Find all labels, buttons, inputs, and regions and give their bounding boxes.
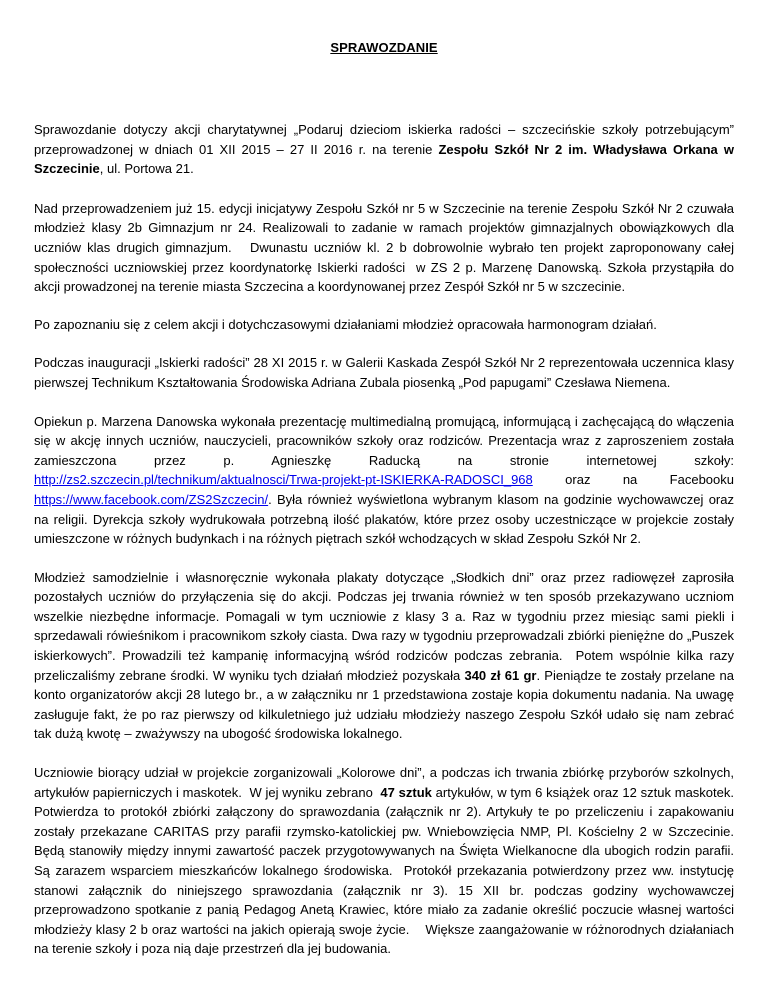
paragraph-fundraising bbox=[34, 568, 734, 744]
school-website-link[interactable]: http://zs2.szczecin.pl/technikum/aktualnosci/Trwa-projekt-pt-ISKIERKA-RADOSCI_968 bbox=[34, 472, 533, 488]
presentation-text-3: . Była również wyświetlona wybranym klasom na godzinie wychowawczej oraz na religii. Dyrekcja szkoły wydrukowała potrzebną ilość plakatów, które przez osoby uczestniczące w projekcie zostały umieszczone w różnych budynkach i na różnych piętrach szkół wchodzących w skład Zespołu Szkół Nr 2. bbox=[34, 491, 734, 547]
collection-text-2: artykułów, w tym 6 książek oraz 12 sztuk maskotek. Potwierdza to protokół zbiórki załączony do sprawozdania (załącznik nr 2). Artykuły te po przeliczeniu i zapakowaniu zostały przekazane CARITAS przy parafii rzymsko-katolickiej pw. Wniebowzięcia NMP, Pl. Kościelny 2 w Szczecinie. Będą stanowiły między innymi zawartość paczek przygotowywanych na Święta Wielkanocne dla ubogich rodzin parafii. Są zarazem wsparciem mieszkańców lokalnego środowiska. Protokół przekazania potwierdzony przez ww. instytucję stanowi załącznik do niniejszego sprawozdania (załącznik nr 3). 15 XII br. podczas godziny wychowawczej przeprowadzono spotkanie z panią Pedagog Anetą Krawiec, które miało za zadanie określić poczucie własnej wartości młodzieży klasy 2 b oraz wartości na jakich opierają swoje życie. Większe zaangażowanie w różnorodnych działaniach na terenie szkoły i poza nią daje przestrzeń dla jej budowania. bbox=[34, 784, 734, 957]
fundraising-text-2: . Pieniądze te zostały przelane na konto organizatorów akcji 28 lutego br., a w załączniku nr 1 przedstawiona zostaje kopia dokumentu nadania. Na uwagę zasługuje fakt, że po raz pierwszy od kilkuletniego już udziału młodzieży naszego Zespołu Szkół udało się nam zebrać tak dużą kwotę – zważywszy na ubogość środowiska lokalnego. bbox=[34, 667, 734, 742]
fundraising-text: Młodzież samodzielnie i własnoręcznie wykonała plakaty dotyczące „Słodkich dni” oraz przez radiowęzeł zaprosiła pozostałych uczniów do przyłączenia się do akcji. Podczas jej trwania również w ten sposób przekazywano uczniom wszelkie niezbędne informacje. Pomagali w tym uczniowie z klasy 3 a. Raz w tygodniu przez miesiąc sami piekli i sprzedawali rówieśnikom i pracownikom szkoły ciasta. Dwa razy w tygodniu przeprowadzali zbiórki pieniężne do „Puszek iskierkowych”. Prowadzili też kampanię informacyjną wśród rodziców podczas zebrania. Potem wspólnie kilka razy przeliczaliśmy zebrane środki. W wyniku tych działań młodzież pozyskała bbox=[34, 569, 734, 683]
intro-text: Sprawozdanie dotyczy akcji charytatywnej „Podaruj dzieciom iskierka radości – szczecińskie szkoły potrzebującym” przeprowadzonej w dniach 01 XII 2015 – 27 II 2016 r. na terenie bbox=[34, 122, 734, 157]
paragraph-intro bbox=[34, 120, 734, 179]
paragraph-schedule: Po zapoznaniu się z celem akcji i dotychczasowymi działaniami młodzież opracowała harmonogram działań. bbox=[34, 316, 657, 332]
document-page bbox=[34, 0, 734, 959]
intro-address: , ul. Portowa 21. bbox=[99, 161, 194, 177]
facebook-link[interactable]: https://www.facebook.com/ZS2Szczecin/ bbox=[34, 491, 269, 507]
paragraph-inauguration: Podczas inauguracji „Iskierki radości” 28 XI 2015 r. w Galerii Kaskada Zespół Szkół Nr 2 reprezentowała uczennica klasy pierwszej Technikum Kształtowania Środowiska Adriana Zubala piosenką „Pod papugami” Czesława Niemena. bbox=[34, 355, 734, 390]
paragraph-organization: Nad przeprowadzeniem już 15. edycji inicjatywy Zespołu Szkół nr 5 w Szczecinie na terenie Zespołu Szkół Nr 2 czuwała młodzież klasy 2b Gimnazjum nr 24. Realizowali to zadanie w ramach projektów gimnazjalnych obowiązkowych dla uczniów klas drugich gimnazjum. Dwunastu uczniów kl. 2 b dobrowolnie wybrało ten projekt zaproponowany całej społeczności uczniowskiej przez koordynatorkę Iskierki radości w ZS 2 p. Marzenę Danowską. Szkoła przystąpiła do akcji prowadzonej na terenie miasta Szczecina a koordynowanej przez Zespół Szkół nr 5 w szczecinie. bbox=[34, 200, 734, 295]
document-title: SPRAWOZDANIE bbox=[330, 40, 438, 55]
amount-raised-bold: 340 zł 61 gr bbox=[464, 667, 537, 683]
presentation-text: Opiekun p. Marzena Danowska wykonała prezentację multimedialną promującą, informującą i zachęcającą do włączenia się w akcję innych uczniów, nauczycieli, pracowników szkoły oraz rodziców. Prezentacja wraz z zaproszeniem została zamieszczona przez p. Agnieszkę Raducką na stronie internetowej szkoły: bbox=[34, 413, 734, 468]
school-name-bold: Zespołu Szkół Nr 2 im. Władysława Orkana w Szczecinie bbox=[34, 141, 734, 177]
paragraph-collection bbox=[34, 763, 734, 959]
paragraph-presentation bbox=[34, 412, 734, 549]
collection-text: Uczniowie biorący udział w projekcie zorganizowali „Kolorowe dni”, a podczas ich trwania zbiórkę przyborów szkolnych, artykułów papierniczych i maskotek. W jej wyniku zebrano bbox=[34, 765, 734, 800]
items-count-bold: 47 sztuk bbox=[380, 784, 432, 800]
presentation-text-2: oraz na Facebooku bbox=[532, 472, 734, 488]
